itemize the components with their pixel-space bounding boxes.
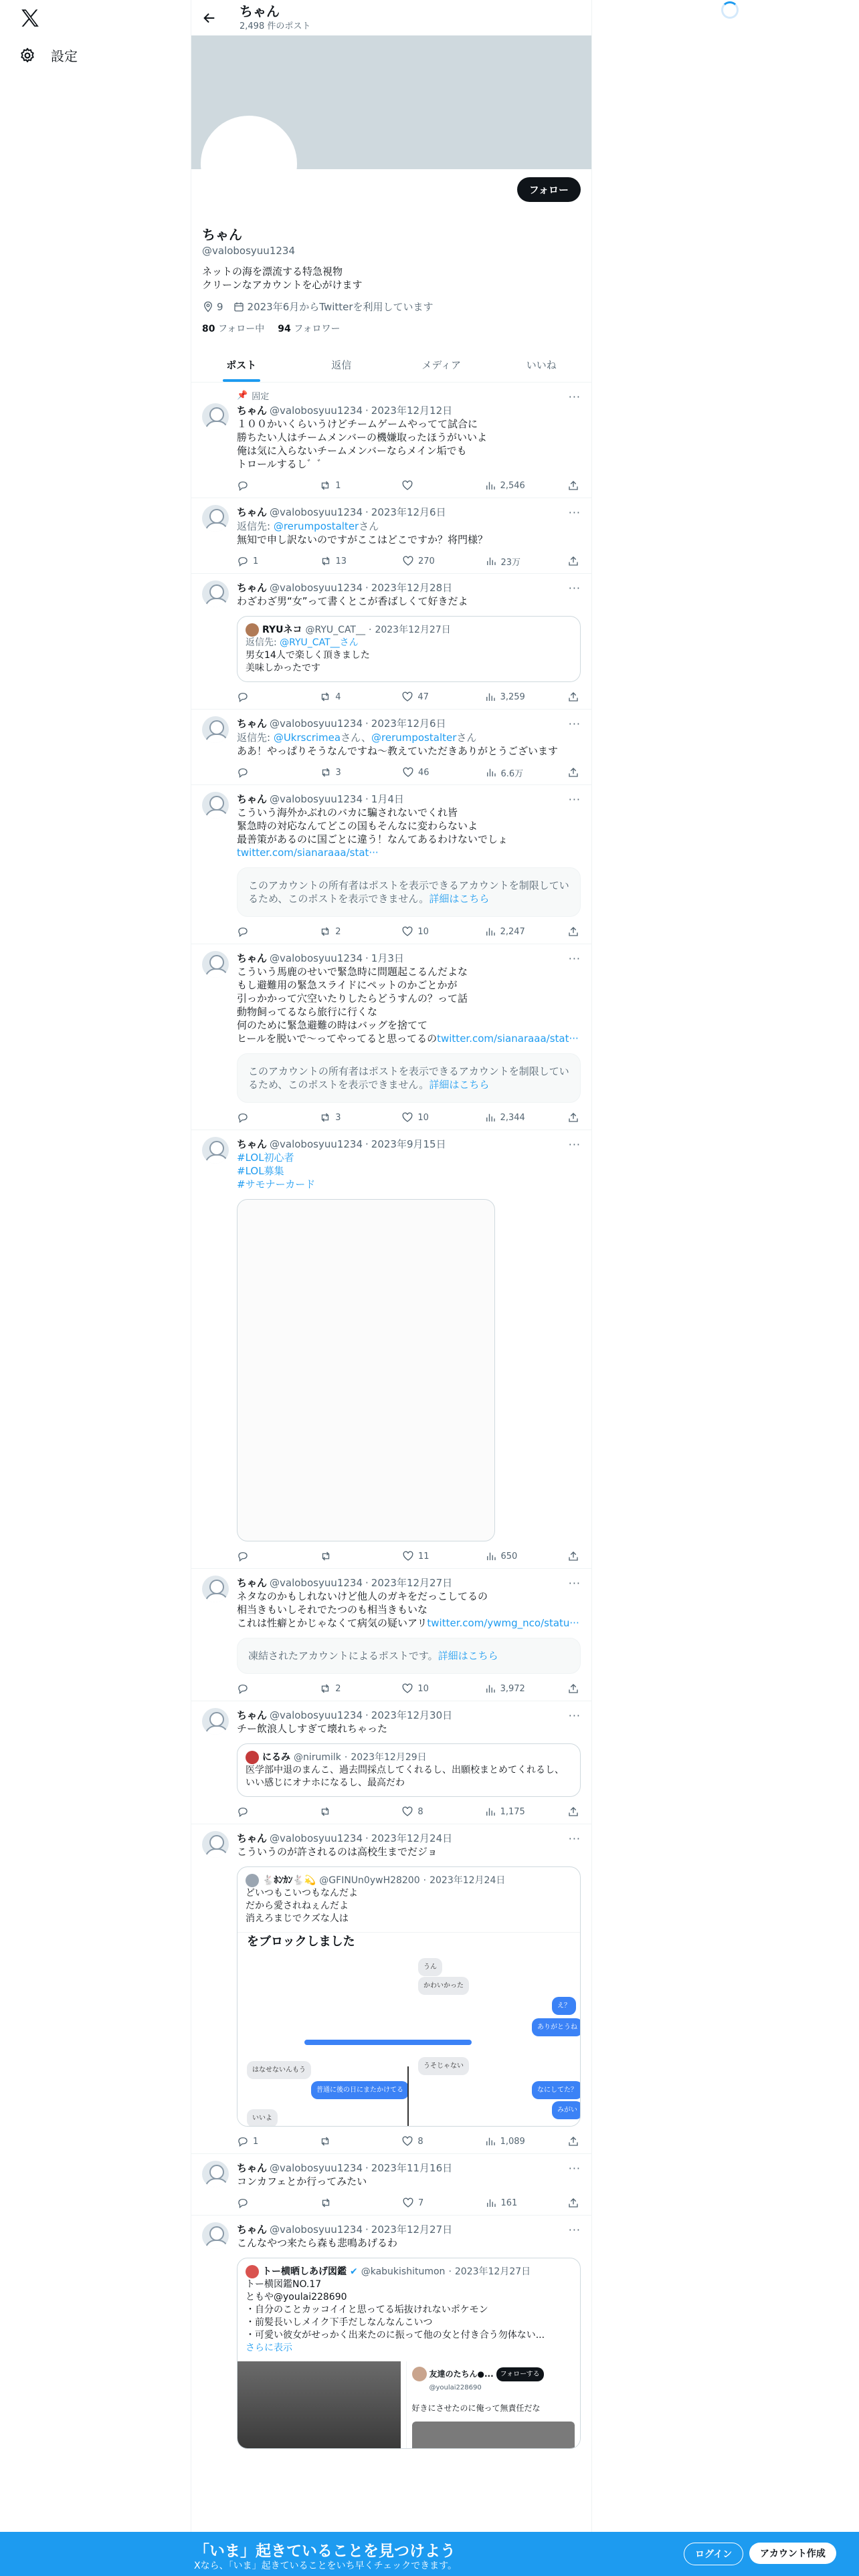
tweet[interactable]: [191, 1824, 591, 2154]
views-button[interactable]: 1,089: [484, 2135, 525, 2147]
share-icon: [567, 766, 579, 778]
quote-tweet[interactable]: 🐇ﾎﾝｶﾝ🐇💫 @GFINUn0ywH28200 · 2023年12月24日 どいつもこいつもなんだよ だから愛されねぇんだよ 消えろまじでクズな人は をブロックしました うん かわいかった え？ ありがとうね はなせないんもう うそじゃない 普通に後の日にまたかけてる なにしてた？ みがい いいよ: [237, 1866, 581, 2127]
tweet-text: １００かいくらいうけどチームゲームやってて試合に 勝ちたい人はチームメンバーの機嫌取ったほうがいいよ 俺は気に入らないチームメンバーならメイン垢でも トロールするし゛゛: [237, 418, 487, 470]
views-button[interactable]: 23万: [485, 555, 525, 568]
tweet[interactable]: [191, 1130, 591, 1569]
heart-icon: [401, 1111, 413, 1123]
more-icon[interactable]: ···: [568, 582, 581, 595]
tweet[interactable]: [191, 383, 591, 498]
tab-posts[interactable]: ポスト: [191, 347, 292, 382]
retweet-button[interactable]: 4: [319, 691, 359, 703]
reply-button[interactable]: [237, 766, 277, 778]
profile-info: [191, 216, 591, 335]
tweet-header: ちゃん @valobosyuu1234 · 2023年12月30日: [237, 1709, 453, 1721]
timeline: [191, 383, 591, 2454]
share-button[interactable]: [567, 926, 581, 938]
tweet-actions: [237, 2135, 581, 2148]
tweet-text: こういう馬鹿のせいで緊急時に問題起こるんだよな もし避難用の緊急スライドにペットのかごとかが 引っかかって穴空いたりしたらどうすんの？って話 動物飼ってるなら旅行に行くな 何のために緊急避難の時はバッグを捨てて ヒールを脱いで〜ってやってると思ってるのtwitter.com/sianaraaa/stat···: [237, 966, 579, 1045]
more-icon[interactable]: ···: [568, 1138, 581, 1151]
profile-handle: @valobosyuu1234: [202, 245, 295, 257]
like-button[interactable]: 270: [402, 555, 442, 567]
profile-tabs: [191, 347, 591, 383]
header-title: ちゃん: [240, 3, 280, 19]
retweet-icon: [320, 1550, 332, 1562]
tweet-actions: [237, 690, 581, 704]
tweet-text: ネタなのかもしれないけど他人のガキをだっこしてるの 相当きもいしそれでたつのも相当きもいな これは性癖とかじゃなくて病気の疑いアリtwitter.com/ywmg_nco/statu···: [237, 1590, 579, 1629]
tweet-actions: [237, 766, 581, 779]
share-button[interactable]: [567, 2197, 581, 2209]
tweet-text: コンカフェとか行ってみたい: [237, 2175, 367, 2187]
reply-icon: [237, 766, 249, 778]
tweet-avatar[interactable]: [202, 1576, 229, 1602]
tweet-text: こういうのが許されるのは高校生までだジョ: [237, 1846, 438, 1858]
reply-button[interactable]: [237, 926, 277, 938]
share-button[interactable]: [567, 1806, 581, 1818]
tweet-link[interactable]: twitter.com/ywmg_nco/statu···: [427, 1617, 579, 1629]
nav-settings-label: 設定: [51, 48, 78, 64]
tweet-media[interactable]: [237, 1199, 495, 1541]
hashtag-link[interactable]: #LOL初心者: [237, 1152, 294, 1164]
quote-text: 医学部中退のまんこ、過去問採点してくれるし、出願校まとめてくれるし、いい感じにオナホになるし、最高だわ: [246, 1765, 564, 1788]
tweet-avatar[interactable]: [202, 2222, 229, 2249]
profile-bio: ネットの海を漂流する特急視物 クリーンなアカウントを心がけます: [202, 265, 363, 291]
tweet-date[interactable]: 2023年12月6日: [371, 506, 446, 518]
nav-settings[interactable]: [19, 45, 78, 65]
heart-icon: [401, 2135, 413, 2147]
tweet-text: こういう海外かぶれのバカに騙されないでくれ皆 緊急時の対応なんてどこの国もそんなに変わらないよ 最善策があるのに国ごとに違う！なんてあるわけないでしょ: [237, 807, 508, 845]
retweet-button[interactable]: [319, 2135, 359, 2147]
reply-to-link[interactable]: @rerumpostalter: [273, 520, 359, 532]
views-button[interactable]: 2,247: [484, 926, 525, 938]
tweet-actions: [237, 554, 581, 568]
quote-embedded-post: 友達のたちん●... フォローする @youlai228690 好きにさせたのに俺って無責任だな: [406, 2361, 581, 2448]
hashtag-link[interactable]: #LOL募集: [237, 1165, 284, 1177]
restricted-notice: このアカウントの所有者はポストを表示できるアカウントを制限しているため、このポストを表示できません。詳細はこちら: [237, 867, 581, 917]
reply-icon: [237, 1111, 249, 1123]
retweet-icon: [319, 691, 331, 703]
tweet-avatar[interactable]: [202, 1831, 229, 1858]
tweet-text: チー飲浪人しすぎて壊れちゃった: [237, 1723, 388, 1735]
pinned-label: 📌 固定: [237, 391, 270, 402]
share-icon: [567, 1550, 579, 1562]
views-icon: [484, 1806, 496, 1818]
more-icon[interactable]: ···: [568, 506, 581, 519]
tweet[interactable]: [191, 710, 591, 785]
profile-meta: [202, 300, 581, 314]
more-icon[interactable]: ···: [568, 1577, 581, 1590]
reply-icon: [237, 1683, 249, 1695]
views-icon: [485, 1550, 497, 1562]
heart-icon: [401, 691, 413, 703]
tweet-link[interactable]: twitter.com/sianaraaa/stat···: [237, 847, 379, 859]
tweet-date[interactable]: 2023年9月15日: [371, 1138, 446, 1150]
views-button[interactable]: 3,972: [484, 1683, 525, 1695]
share-icon: [567, 691, 579, 703]
tweet-actions: [237, 2196, 581, 2210]
heart-icon: [402, 555, 414, 567]
share-icon: [567, 926, 579, 938]
heart-icon: [401, 1806, 413, 1818]
profile-actions: [191, 169, 591, 216]
reply-icon: [237, 479, 249, 492]
tweet[interactable]: [191, 944, 591, 1130]
heart-icon: [401, 479, 413, 492]
share-icon: [567, 555, 579, 567]
reply-button[interactable]: [237, 2197, 277, 2209]
reply-button[interactable]: [237, 479, 277, 492]
heart-icon: [402, 2197, 414, 2209]
share-icon: [567, 2197, 579, 2209]
reply-icon: [237, 2135, 249, 2147]
quote-tweet[interactable]: にるみ @nirumilk · 2023年12月29日 医学部中退のまんこ、過去問採点してくれるし、出願校まとめてくれるし、いい感じにオナホになるし、最高だわ: [237, 1743, 581, 1797]
tweet-text: 無知で申し訳ないのですがここはどこですか？将門様？: [237, 534, 488, 546]
retweet-icon: [319, 1806, 331, 1818]
tweet-header: ちゃん @valobosyuu1234 · 2023年12月27日: [237, 1576, 453, 1589]
tweet-link[interactable]: twitter.com/sianaraaa/stat···: [437, 1033, 579, 1045]
views-icon: [484, 2135, 496, 2147]
login-button[interactable]: ログイン: [684, 2543, 743, 2565]
like-button[interactable]: 7: [402, 2197, 442, 2209]
share-button[interactable]: [567, 691, 581, 703]
reply-button[interactable]: [237, 691, 277, 703]
retweet-button[interactable]: [320, 2197, 360, 2209]
reply-button[interactable]: 1: [237, 2135, 277, 2147]
share-icon: [567, 479, 579, 492]
share-button[interactable]: [567, 1111, 581, 1123]
tweet-actions: [237, 925, 581, 938]
share-button[interactable]: [567, 1550, 581, 1562]
quote-media[interactable]: [237, 2361, 580, 2448]
views-icon: [484, 926, 496, 938]
profile-name: ちゃん: [202, 227, 242, 243]
reply-button[interactable]: [237, 1683, 277, 1695]
retweet-icon: [320, 2197, 332, 2209]
share-button[interactable]: [567, 2135, 581, 2147]
tweet-text: こんなやつ来たら森も悲鳴あげるわ: [237, 2237, 398, 2249]
share-button[interactable]: [567, 766, 581, 778]
retweet-button[interactable]: 3: [320, 766, 360, 778]
views-button[interactable]: 3,259: [484, 691, 525, 703]
retweet-icon: [320, 555, 332, 567]
suspended-notice: 凍結されたアカウントによるポストです。詳細はこちら: [237, 1638, 581, 1674]
x-logo-icon[interactable]: [19, 7, 41, 29]
calendar-icon: [233, 301, 245, 313]
loading-spinner-icon: [721, 1, 739, 19]
retweet-icon: [319, 1111, 331, 1123]
signup-button[interactable]: アカウント作成: [749, 2543, 836, 2564]
quote-chat-image[interactable]: をブロックしました うん かわいかった え？ ありがとうね はなせないんもう うそじゃない 普通に後の日にまたかけてる なにしてた？ みがい いいよ: [237, 1932, 580, 2126]
more-icon[interactable]: ···: [568, 718, 581, 730]
retweet-icon: [319, 1683, 331, 1695]
views-button[interactable]: 2,344: [484, 1111, 525, 1123]
views-button[interactable]: 6.6万: [485, 766, 525, 779]
tweet-date[interactable]: 2023年12月28日: [371, 582, 453, 594]
hashtag-link[interactable]: #サモナーカード: [237, 1178, 316, 1190]
tweet-header: ちゃん @valobosyuu1234 · 2023年12月6日: [237, 506, 446, 518]
gear-icon: [19, 47, 36, 64]
reply-icon: [237, 1806, 249, 1818]
share-button[interactable]: [567, 1683, 581, 1695]
tweet-header: ちゃん @valobosyuu1234 · 2023年9月15日: [237, 1138, 446, 1150]
views-icon: [485, 766, 497, 778]
tweet[interactable]: [191, 1569, 591, 1701]
like-button[interactable]: 11: [402, 1550, 442, 1562]
share-button[interactable]: [567, 555, 581, 567]
heart-icon: [402, 766, 414, 778]
tweet[interactable]: [191, 2216, 591, 2454]
retweet-icon: [319, 479, 331, 492]
retweet-button[interactable]: [320, 1550, 360, 1562]
tab-replies[interactable]: 返信: [331, 358, 352, 371]
retweet-icon: [320, 766, 332, 778]
views-icon: [485, 555, 497, 567]
retweet-icon: [319, 2135, 331, 2147]
tweet-header: ちゃん @valobosyuu1234 · 1月4日: [237, 792, 404, 805]
more-icon[interactable]: ···: [568, 2162, 581, 2175]
views-button[interactable]: 1,175: [484, 1806, 525, 1818]
like-button[interactable]: 47: [401, 691, 442, 703]
like-button[interactable]: 10: [401, 1683, 442, 1695]
tweet-date[interactable]: 2023年12月27日: [371, 2224, 453, 2236]
views-button[interactable]: 161: [485, 2197, 525, 2209]
quote-tweet[interactable]: トー横晒しあげ図鑑 ✔ @kabukishitumon · 2023年12月27日 トー横図鑑NO.17 ともや@youlai228690 ・自分のことカッコイイと思ってる垢抜けれないポケモン ・前髪長いしメイク下手だしなんなんこいつ ・可愛い彼女がせっかく出来たのに振って他の女と付き合う勿体ない... さらに表示 友達のたちん●... フォローする @youlai228690 好きにさせたのに俺って無責任だな: [237, 2258, 581, 2449]
quote-avatar: [246, 623, 259, 637]
tweet-header: ちゃん @valobosyuu1234 · 2023年12月6日: [237, 717, 446, 730]
views-icon: [484, 1111, 496, 1123]
like-button[interactable]: 8: [401, 1806, 442, 1818]
tweet-header: ちゃん @valobosyuu1234 · 2023年12月28日: [237, 581, 453, 594]
like-button[interactable]: 46: [402, 766, 442, 778]
reply-icon: [237, 555, 249, 567]
more-icon[interactable]: ···: [568, 952, 581, 965]
profile-joined: 2023年6月からTwitterを利用しています: [247, 301, 434, 313]
tweet-actions: [237, 1805, 581, 1818]
more-icon[interactable]: ···: [568, 391, 581, 403]
tweet[interactable]: [191, 2154, 591, 2216]
heart-icon: [402, 1550, 414, 1562]
tweet-avatar[interactable]: [202, 1708, 229, 1735]
follow-button[interactable]: フォロー: [517, 177, 581, 202]
tweet-actions: [237, 1549, 581, 1563]
signup-banner: [0, 2532, 859, 2576]
like-button[interactable]: 10: [401, 1111, 442, 1123]
heart-icon: [401, 1683, 413, 1695]
share-button[interactable]: [567, 479, 581, 492]
reply-button[interactable]: [237, 1111, 277, 1123]
tweet-header: ちゃん @valobosyuu1234 · 2023年12月12日: [237, 404, 453, 417]
more-icon[interactable]: ···: [568, 2224, 581, 2236]
tweet[interactable]: [191, 1701, 591, 1824]
tweet-date[interactable]: 1月4日: [371, 793, 404, 805]
main-column: [191, 0, 592, 2576]
details-link[interactable]: 詳細はこちら: [429, 893, 490, 905]
following-link[interactable]: 80 フォロー中: [202, 324, 265, 334]
tweet-date[interactable]: 2023年12月12日: [371, 405, 453, 417]
reply-button[interactable]: 1: [237, 555, 277, 567]
tweet-date[interactable]: 2023年12月6日: [371, 718, 446, 730]
quote-text: どいつもこいつもなんだよ だから愛されねぇんだよ 消えろまじでクズな人は: [246, 1888, 358, 1924]
followers-link[interactable]: 94 フォロワー: [278, 324, 341, 334]
views-icon: [484, 691, 496, 703]
left-nav: [0, 0, 191, 2576]
share-icon: [567, 1111, 579, 1123]
more-icon[interactable]: ···: [568, 1832, 581, 1845]
tweet-avatar[interactable]: [202, 792, 229, 819]
retweet-button[interactable]: 13: [320, 555, 360, 567]
tweet-header: ちゃん @valobosyuu1234 · 2023年12月27日: [237, 2223, 453, 2236]
tweet-header: ちゃん @valobosyuu1234 · 1月3日: [237, 952, 404, 964]
like-button[interactable]: 10: [401, 926, 442, 938]
quote-avatar: [246, 1751, 259, 1764]
tweet-avatar[interactable]: [202, 951, 229, 978]
reply-button[interactable]: [237, 1806, 277, 1818]
profile-follow-stats: [202, 322, 581, 335]
tweet-avatar[interactable]: [202, 1137, 229, 1164]
share-icon: [567, 1806, 579, 1818]
reply-button[interactable]: [237, 1550, 277, 1562]
views-button[interactable]: 650: [485, 1550, 525, 1562]
retweet-button[interactable]: 1: [319, 479, 359, 492]
more-icon[interactable]: ···: [568, 793, 581, 806]
details-link[interactable]: 詳細はこちら: [438, 1650, 498, 1662]
quote-tweet[interactable]: RYUネコ @RYU_CAT__ · 2023年12月27日 返信先: @RYU_CAT__さん 男女14人で楽しく頂きました 美味しかったです: [237, 616, 581, 682]
retweet-button[interactable]: 2: [319, 926, 359, 938]
details-link[interactable]: 詳細はこちら: [429, 1079, 490, 1091]
profile-banner[interactable]: [191, 35, 591, 169]
header-post-count: 2,498 件のポスト: [240, 21, 311, 31]
like-button[interactable]: 8: [401, 2135, 442, 2147]
views-icon: [484, 1683, 496, 1695]
tweet-date[interactable]: 2023年12月24日: [371, 1832, 453, 1844]
tweet-header: ちゃん @valobosyuu1234 · 2023年11月16日: [237, 2161, 453, 2174]
signup-banner-subtitle: Xなら、「いま」起きていることをいち早くチェックできます。: [194, 2561, 458, 2571]
location-icon: [202, 301, 214, 313]
reply-to-line: 返信先: @rerumpostalterさん: [237, 520, 379, 532]
reply-to-line: 返信先: @Ukrscrimeaさん、@rerumpostalterさん: [237, 732, 477, 744]
retweet-button[interactable]: 3: [319, 1111, 359, 1123]
views-icon: [484, 479, 496, 492]
pin-icon: 📌: [237, 391, 248, 401]
tweet-date[interactable]: 2023年12月27日: [371, 1577, 453, 1589]
quote-text: トー横図鑑NO.17 ともや@youlai228690 ・自分のことカッコイイと思ってる垢抜けれないポケモン ・前髪長いしメイク下手だしなんなんこいつ ・可愛い彼女がせっかく出来たのに振って他の女と付き合う勿体ない...: [246, 2279, 545, 2341]
restricted-notice: このアカウントの所有者はポストを表示できるアカウントを制限しているため、このポストを表示できません。詳細はこちら: [237, 1053, 581, 1103]
tweet-avatar[interactable]: [202, 505, 229, 532]
tweet-date[interactable]: 2023年12月30日: [371, 1709, 453, 1721]
tweet[interactable]: [191, 574, 591, 710]
tweet-text: わざわざ男“女”って書くとこが香ばしくて好きだよ: [237, 595, 468, 607]
views-button[interactable]: 2,546: [484, 479, 525, 492]
quote-avatar: [246, 1874, 259, 1887]
tab-media[interactable]: メディア: [421, 358, 462, 371]
tweet-actions: [237, 1682, 581, 1695]
more-icon[interactable]: ···: [568, 1709, 581, 1722]
heart-icon: [401, 926, 413, 938]
reply-icon: [237, 1550, 249, 1562]
tweet[interactable]: [191, 498, 591, 574]
verified-icon: ✔: [350, 2266, 358, 2277]
tweet-avatar[interactable]: [202, 2161, 229, 2187]
tweet[interactable]: [191, 785, 591, 944]
tweet-avatar[interactable]: [202, 403, 229, 430]
tweet-avatar[interactable]: [202, 580, 229, 607]
tweet-text: ああ！やっぱりそうなんですね〜教えていただきありがとうございます: [237, 745, 559, 757]
quote-avatar: [246, 2265, 259, 2278]
share-icon: [567, 2135, 579, 2147]
retweet-button[interactable]: [319, 1806, 359, 1818]
tweet-actions: [237, 1111, 581, 1124]
tweet-date[interactable]: 2023年11月16日: [371, 2162, 453, 2174]
like-button[interactable]: [401, 479, 442, 492]
retweet-icon: [319, 926, 331, 938]
tweet-header: ちゃん @valobosyuu1234 · 2023年12月24日: [237, 1832, 453, 1844]
top-bar: [191, 0, 591, 35]
reply-icon: [237, 926, 249, 938]
signup-banner-title: 「いま」起きていることを見つけよう: [194, 2543, 456, 2560]
share-icon: [567, 1683, 579, 1695]
tweet-actions: [237, 479, 581, 492]
profile-location: 9: [217, 300, 223, 313]
back-arrow-icon[interactable]: [202, 11, 217, 25]
reply-icon: [237, 2197, 249, 2209]
tweet-avatar[interactable]: [202, 716, 229, 743]
quote-photo: [237, 2361, 401, 2448]
retweet-button[interactable]: 2: [319, 1683, 359, 1695]
show-more-link[interactable]: さらに表示: [246, 2343, 292, 2353]
quote-text: 男女14人で楽しく頂きました 美味しかったです: [246, 650, 370, 673]
tab-likes[interactable]: いいね: [526, 358, 557, 371]
views-icon: [485, 2197, 497, 2209]
reply-icon: [237, 691, 249, 703]
tweet-date[interactable]: 1月3日: [371, 952, 404, 964]
